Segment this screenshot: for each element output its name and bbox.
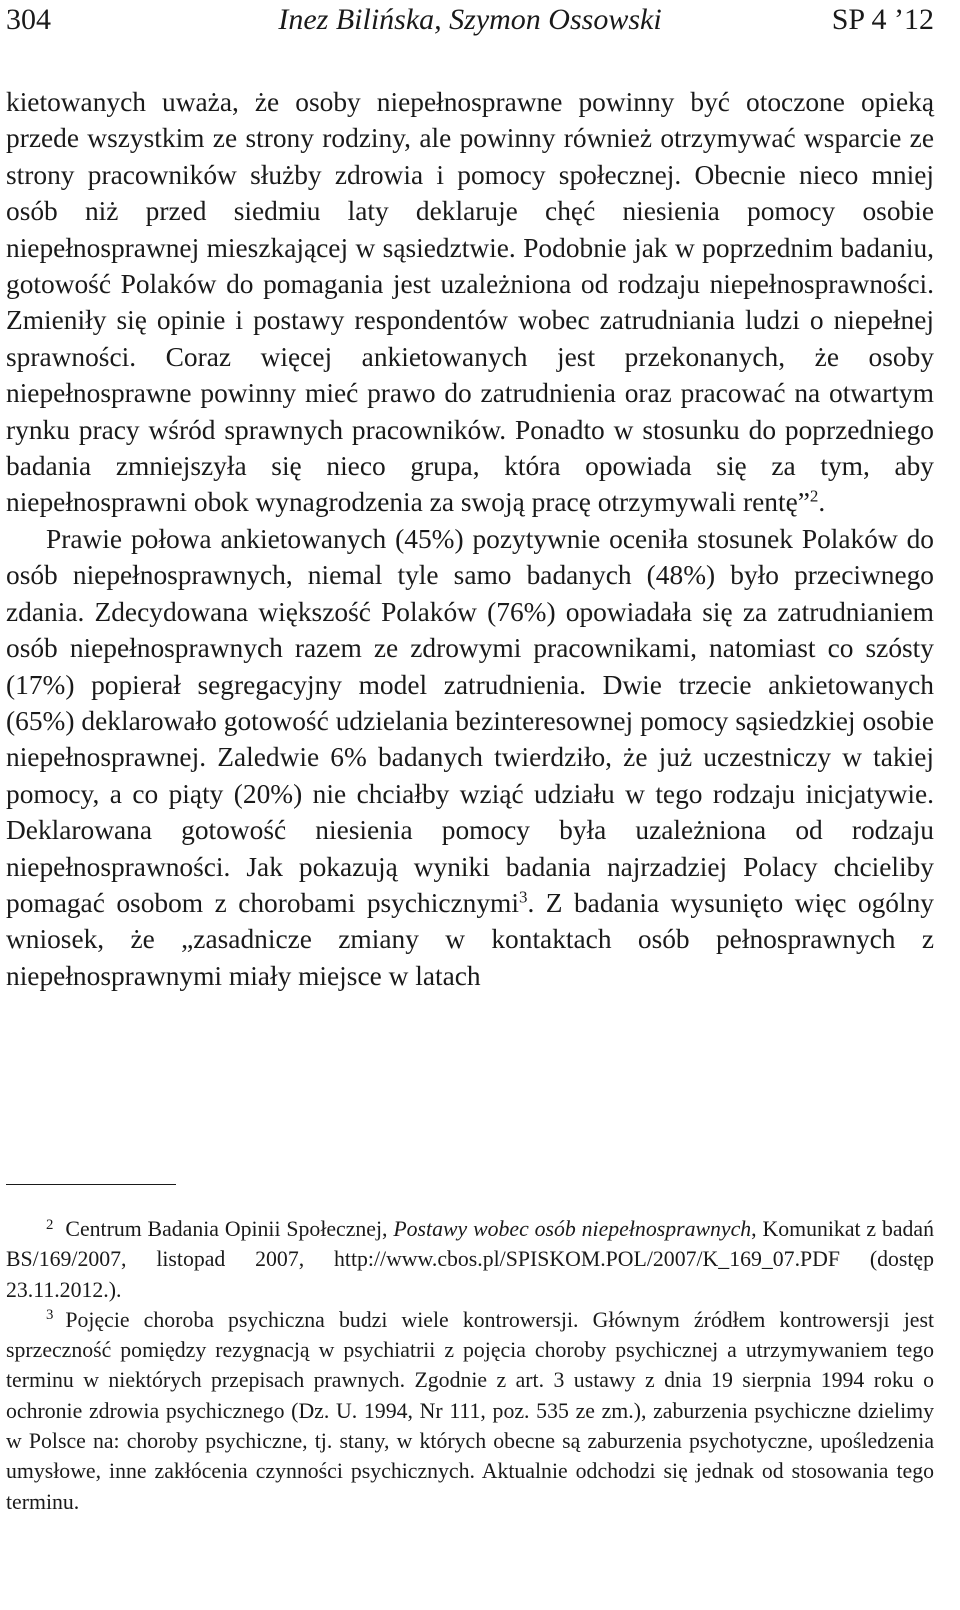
paragraph-2-text: Prawie połowa ankietowanych (45%) pozytywnie oceniła stosunek Polaków do osób niepełnosprawnych, niemal tyle samo badanych (48%) było przeciwnego zdania. Zdecydowana większość Polaków (76%) opowiadała się za zatrudnianiem osób niepełnosprawnych razem ze zdrowymi pracownikami, natomiast co szósty (17%) popierał segregacyjny model zatrudnienia. Dwie trzecie ankietowanych (65%) deklarowało gotowość udzielania bezinteresownej pomocy sąsiedzkiej osobie niepełnosprawnej. Zaledwie 6% badanych twierdziło, że już uczestniczy w takiej pomocy, a co piąty (20%) nie chciałby wziąć udziału w tego rodzaju inicjatywie. Deklarowana gotowość niesienia pomocy była uzależniona od rodzaju niepełnosprawności. Jak pokazują wyniki badania najrzadziej Polacy chcieliby pomagać osobom z chorobami psychicznymi <box>6 523 934 918</box>
footnote-2 <box>6 1214 934 1305</box>
footnote-text: Pojęcie choroba psychiczna budzi wiele kontrowersji. Głównym źródłem kontrowersji jest sprzeczność pomiędzy rezygnacją w psychiatrii z pojęcia choroby psychicznej a utrzymywaniem tego terminu w niektórych przepisach prawnych. Zgodnie z art. 3 ustawy z dnia 19 sierpnia 1994 roku o ochronie zdrowia psychicznego (Dz. U. 1994, Nr 111, poz. 535 ze zm.), zaburzenia psychiczne dzielimy w Polsce na: choroby psychiczne, tj. stany, w których obecne są zaburzenia psychotyczne, upośledzenia umysłowe, inne zakłócenia czynności psychicznych. Aktualnie odchodzi się jednak od stosowania tego terminu. <box>6 1307 934 1514</box>
paragraph-1-end: . <box>818 487 826 518</box>
footnote-cited-title: Postawy wobec osób niepełnosprawnych <box>393 1217 752 1241</box>
footnote-mark: 2 <box>46 1216 54 1233</box>
footnote-text: , Komunikat z badań BS/169/2007, listopad 2007, http://www.cbos.pl/SPISKOM.POL/2007/K_169_07.PDF (dostęp 23.11.2012.). <box>6 1217 935 1302</box>
journal-issue: SP 4 ’12 <box>831 3 934 36</box>
footnote-ref-2[interactable]: 2 <box>809 487 819 507</box>
footnotes <box>6 1214 934 1517</box>
paragraph-1 <box>6 84 934 521</box>
paragraph-2 <box>6 521 934 994</box>
footnote-ref-3[interactable]: 3 <box>518 887 528 907</box>
footnote-3 <box>6 1305 934 1517</box>
footnote-mark: 3 <box>46 1307 54 1324</box>
running-header <box>6 0 934 40</box>
running-authors: Inez Bilińska, Szymon Ossowski <box>278 3 662 36</box>
footnote-text: Centrum Badania Opinii Społecznej, <box>65 1217 394 1241</box>
footnote-separator <box>6 1184 176 1185</box>
main-text <box>6 84 934 994</box>
paragraph-2-continuation: . Z badania wysunięto więc ogólny wniosek, że „zasadnicze zmiany w kontaktach osób pełnosprawnych z niepełnosprawnymi miały miejsce w latach <box>6 887 934 991</box>
paragraph-1-text: kietowanych uważa, że osoby niepełnosprawne powinny być otoczone opieką przede wszystkim ze strony rodziny, ale powinny również otrzymywać wsparcie ze strony pracowników służby zdrowia i pomocy społecznej. Obecnie nieco mniej osób niż przed siedmiu laty deklaruje chęć niesienia pomocy osobie niepełnosprawnej mieszkającej w sąsiedztwie. Podobnie jak w poprzednim badaniu, gotowość Polaków do pomagania jest uzależniona od rodzaju niepełnosprawności. Zmieniły się opinie i postawy respondentów wobec zatrudniania ludzi o niepełnej sprawności. Coraz więcej ankietowanych jest przekonanych, że osoby niepełnosprawne powinny mieć prawo do zatrudnienia oraz pracować na otwartym rynku pracy wśród sprawnych pracowników. Ponadto w stosunku do poprzedniego badania zmniejszyła się nieco grupa, która opowiada się za tym, aby niepełnosprawni obok wynagrodzenia za swoją pracę otrzymywali rentę” <box>6 87 934 518</box>
page-number: 304 <box>6 3 51 36</box>
